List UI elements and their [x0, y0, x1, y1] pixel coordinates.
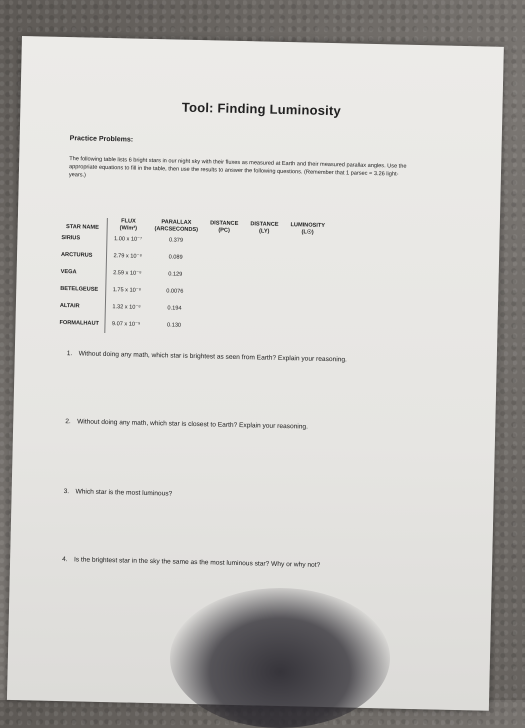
question-number: 4. — [62, 556, 68, 564]
star-name: VEGA — [60, 268, 77, 276]
intro-paragraph: The following table lists 6 bright stars in our night sky with their fluxes as measured at Earth and their measured parallax angles. Use the appropriate equations to fill in the table, then use the results to answer the following questions. (Remember that 1 parsec = 3.26 light-years.) — [68, 156, 407, 179]
star-parallax: 0.130 — [166, 322, 182, 329]
question-number: 1. — [66, 350, 73, 358]
distance-ly-cell[interactable] — [242, 319, 283, 337]
star-table — [55, 217, 331, 338]
luminosity-cell[interactable] — [284, 252, 331, 270]
star-parallax: 0.129 — [168, 271, 183, 278]
luminosity-cell[interactable] — [283, 269, 330, 287]
phone-shadow — [170, 588, 390, 728]
header-flux: FLUX (W/m²) — [107, 218, 148, 236]
question-1 — [67, 349, 397, 365]
star-parallax: 0.0076 — [166, 288, 184, 295]
star-name: BETELGEUSE — [60, 285, 99, 293]
star-flux: 1.00 x 10⁻⁷ — [107, 235, 148, 249]
header-distance-pc: DISTANCE (PC) — [210, 220, 239, 234]
question-number: 2. — [65, 418, 71, 426]
star-flux: 1.32 x 10⁻⁸ — [106, 299, 147, 317]
question-number: 3. — [63, 488, 70, 496]
header-parallax: PARALLAX (ARCSECONDS) — [154, 219, 199, 234]
star-flux: 1.75 x 10⁻⁸ — [106, 282, 147, 300]
star-parallax: 0.194 — [167, 305, 182, 312]
distance-pc-cell[interactable] — [203, 267, 244, 285]
star-flux: 2.79 x 10⁻⁸ — [107, 248, 148, 266]
distance-pc-cell[interactable] — [203, 250, 244, 268]
distance-pc-cell[interactable] — [204, 237, 244, 251]
question-2 — [65, 417, 395, 433]
distance-pc-cell[interactable] — [202, 284, 243, 302]
section-title: Practice Problems: — [69, 135, 134, 144]
question-text: Which star is the most luminous? — [75, 488, 173, 498]
question-text: Is the brightest star in the sky the same as the most luminous star? Why or why not? — [73, 556, 321, 569]
star-parallax: 0.089 — [168, 254, 183, 261]
question-text: Without doing any math, which star is closest to Earth? Explain your reasoning. — [77, 418, 309, 431]
luminosity-cell[interactable] — [282, 320, 329, 338]
distance-ly-cell[interactable] — [243, 285, 284, 303]
star-name: SIRIUS — [61, 234, 81, 242]
distance-ly-cell[interactable] — [243, 251, 284, 269]
distance-ly-cell[interactable] — [244, 238, 284, 252]
star-parallax: 0.379 — [168, 237, 184, 244]
luminosity-cell[interactable] — [282, 303, 329, 321]
luminosity-cell[interactable] — [283, 286, 330, 304]
question-3 — [64, 487, 394, 503]
distance-ly-cell[interactable] — [243, 268, 284, 286]
star-name: FORMALHAUT — [59, 319, 100, 327]
star-name: ARCTURUS — [60, 251, 93, 259]
worksheet-title: Tool: Finding Luminosity — [181, 99, 342, 119]
header-distance-ly: DISTANCE (LY) — [250, 221, 279, 235]
question-text: Without doing any math, which star is brightest as seen from Earth? Explain your reasoning. — [78, 350, 347, 364]
distance-pc-cell[interactable] — [202, 301, 243, 319]
star-flux: 9.07 x 10⁻⁹ — [105, 316, 146, 334]
header-luminosity: LUMINOSITY (L☉) — [290, 222, 326, 236]
distance-pc-cell[interactable] — [202, 318, 243, 336]
luminosity-cell[interactable] — [284, 239, 331, 253]
distance-ly-cell[interactable] — [242, 302, 283, 320]
star-flux: 2.59 x 10⁻⁸ — [106, 265, 147, 283]
star-name: ALTAIR — [59, 302, 80, 310]
header-star-name: STAR NAME — [65, 224, 99, 231]
question-4 — [62, 555, 392, 571]
